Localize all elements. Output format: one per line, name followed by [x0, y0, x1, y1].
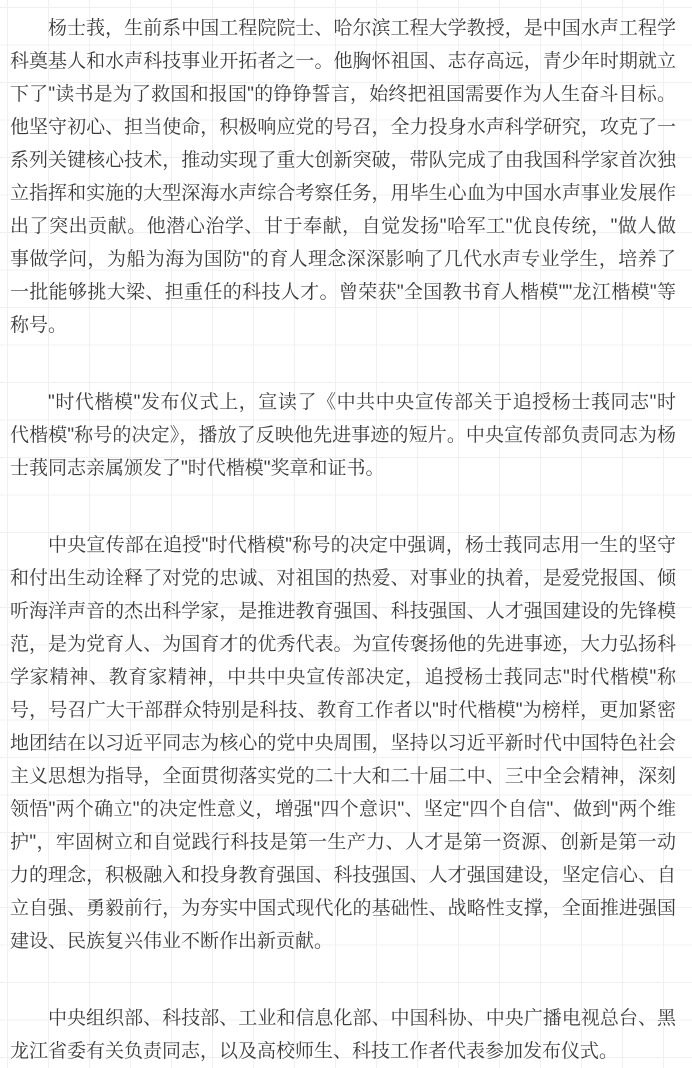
- paragraph-ceremony: "时代楷模"发布仪式上，宣读了《中共中央宣传部关于追授杨士莪同志"时代楷模"称号的决定》，播放了反映他先进事迹的短片。中央宣传部负责同志为杨士莪同志亲属颁发了"时代楷模"奖章和证书。: [10, 392, 676, 479]
- paragraph-decision: 中央宣传部在追授"时代楷模"称号的决定中强调，杨士莪同志用一生的坚守和付出生动诠释了对党的忠诚、对祖国的热爱、对事业的执着，是爱党报国、倾听海洋声音的杰出科学家，是推进教育强国、科技强国、人才强国建设的先锋模范，是为党育人、为国育才的优秀代表。为宣传褒扬他的先进事迹，大力弘扬科学家精神、教育家精神，中共中央宣传部决定，追授杨士莪同志"时代楷模"称号，号召广大干部群众特别是科技、教育工作者以"时代楷模"为榜样，更加紧密地团结在以习近平同志为核心的党中央周围，坚持以习近平新时代中国特色社会主义思想为指导，全面贯彻落实党的二十大和二十届二中、三中全会精神，深刻领悟"两个确立"的决定性意义，增强"四个意识"、坚定"四个自信"、做到"两个维护"，牢固树立和自觉践行科技是第一生产力、人才是第一资源、创新是第一动力的理念，积极融入和投身教育强国、科技强国、人才强国建设，坚定信心、自立自强、勇毅前行，为夯实中国式现代化的基础性、战略性支撑，全面推进强国建设、民族复兴伟业不断作出新贡献。: [10, 535, 676, 952]
- paragraph-bio-intro: 杨士莪，生前系中国工程院院士、哈尔滨工程大学教授，是中国水声工程学科奠基人和水声科技事业开拓者之一。他胸怀祖国、志存高远，青少年时期就立下了"读书是为了救国和报国"的铮铮誓言，始终把祖国需要作为人生奋斗目标。他坚守初心、担当使命，积极响应党的号召，全力投身水声科学研究，攻克了一系列关键核心技术，推动实现了重大创新突破，带队完成了由我国科学家首次独立指挥和实施的大型深海水声综合考察任务，用毕生心血为中国水声事业发展作出了突出贡献。他潜心治学、甘于奉献，自觉发扬"哈军工"优良传统，"做人做事做学问，为船为海为国防"的育人理念深深影响了几代水声专业学生，培养了一批能够挑大梁、担重任的科技人才。曾荣获"全国教书育人楷模""龙江楷模"等称号。: [10, 18, 676, 336]
- paragraph-attendees: 中央组织部、科技部、工业和信息化部、中国科协、中央广播电视总台、黑龙江省委有关负责同志，以及高校师生、科技工作者代表参加发布仪式。: [10, 1008, 676, 1062]
